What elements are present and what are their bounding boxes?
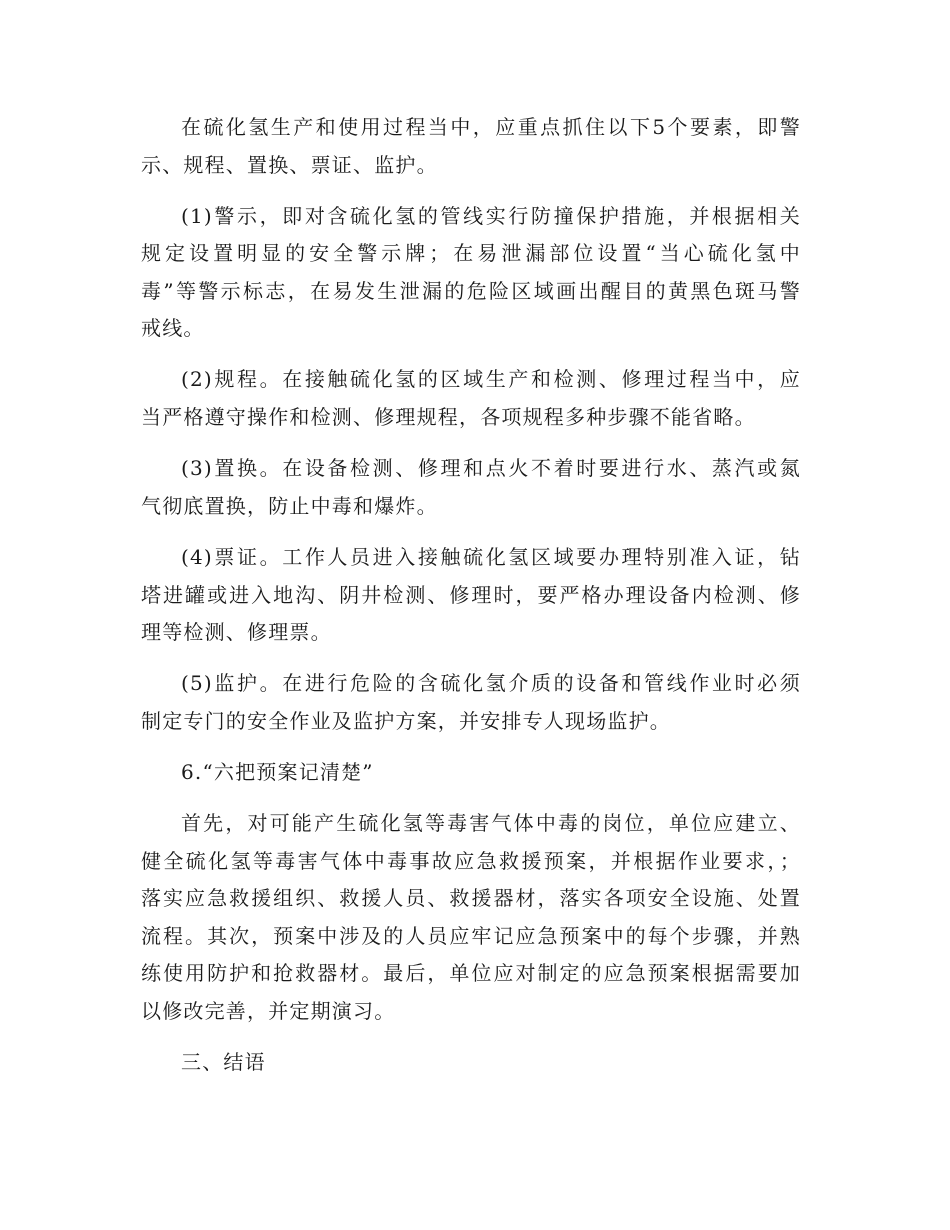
item-2-line-1: (2)规程。在接触硫化氢的区域生产和检测、修理过程当中，应 xyxy=(181,367,801,391)
plan-line-6: 以修改完善，并定期演习。 xyxy=(141,999,396,1023)
item-5-line-2: 制定专门的安全作业及监护方案，并安排专人现场监护。 xyxy=(141,709,671,733)
intro-line-1: 在硫化氢生产和使用过程当中，应重点抓住以下5个要素，即警 xyxy=(181,115,801,139)
item-5-line-1: (5)监护。在进行危险的含硫化氢介质的设备和管线作业时必须 xyxy=(181,671,801,695)
item-3-line-1: (3)置换。在设备检测、修理和点火不着时要进行水、蒸汽或氮 xyxy=(181,456,801,480)
plan-line-2: 健全硫化氢等毒害气体中毒事故应急救援预案，并根据作业要求，； xyxy=(141,849,801,873)
section-heading-6: 6.“六把预案记清楚” xyxy=(181,760,374,784)
item-3-line-2: 气彻底置换，防止中毒和爆炸。 xyxy=(141,494,438,518)
intro-line-2: 示、规程、置换、票证、监护。 xyxy=(141,153,438,177)
item-1-line-3: 毒”等警示标志，在易发生泄漏的危险区域画出醒目的黄黑色斑马警 xyxy=(141,279,801,303)
item-4-line-2: 塔进罐或进入地沟、阴井检测、修理时，要严格办理设备内检测、修 xyxy=(141,583,801,607)
item-1-line-2: 规定设置明显的安全警示牌；在易泄漏部位设置“当心硫化氢中 xyxy=(141,241,801,265)
plan-line-4: 流程。其次，预案中涉及的人员应牢记应急预案中的每个步骤，并熟 xyxy=(141,924,801,948)
plan-line-1: 首先，对可能产生硫化氢等毒害气体中毒的岗位，单位应建立、 xyxy=(181,811,801,835)
item-1-line-4: 戒线。 xyxy=(141,316,205,340)
item-1-line-1: (1)警示，即对含硫化氢的管线实行防撞保护措施，并根据相关 xyxy=(181,204,801,228)
section-heading-conclusion: 三、结语 xyxy=(181,1050,266,1074)
plan-line-5: 练使用防护和抢救器材。最后，单位应对制定的应急预案根据需要加 xyxy=(141,961,801,985)
item-4-line-3: 理等检测、修理票。 xyxy=(141,620,332,644)
item-4-line-1: (4)票证。工作人员进入接触硫化氢区域要办理特别准入证，钻 xyxy=(181,545,801,569)
item-2-line-2: 当严格遵守操作和检测、修理规程，各项规程多种步骤不能省略。 xyxy=(141,405,756,429)
plan-line-3: 落实应急救援组织、救援人员、救援器材，落实各项安全设施、处置 xyxy=(141,886,801,910)
